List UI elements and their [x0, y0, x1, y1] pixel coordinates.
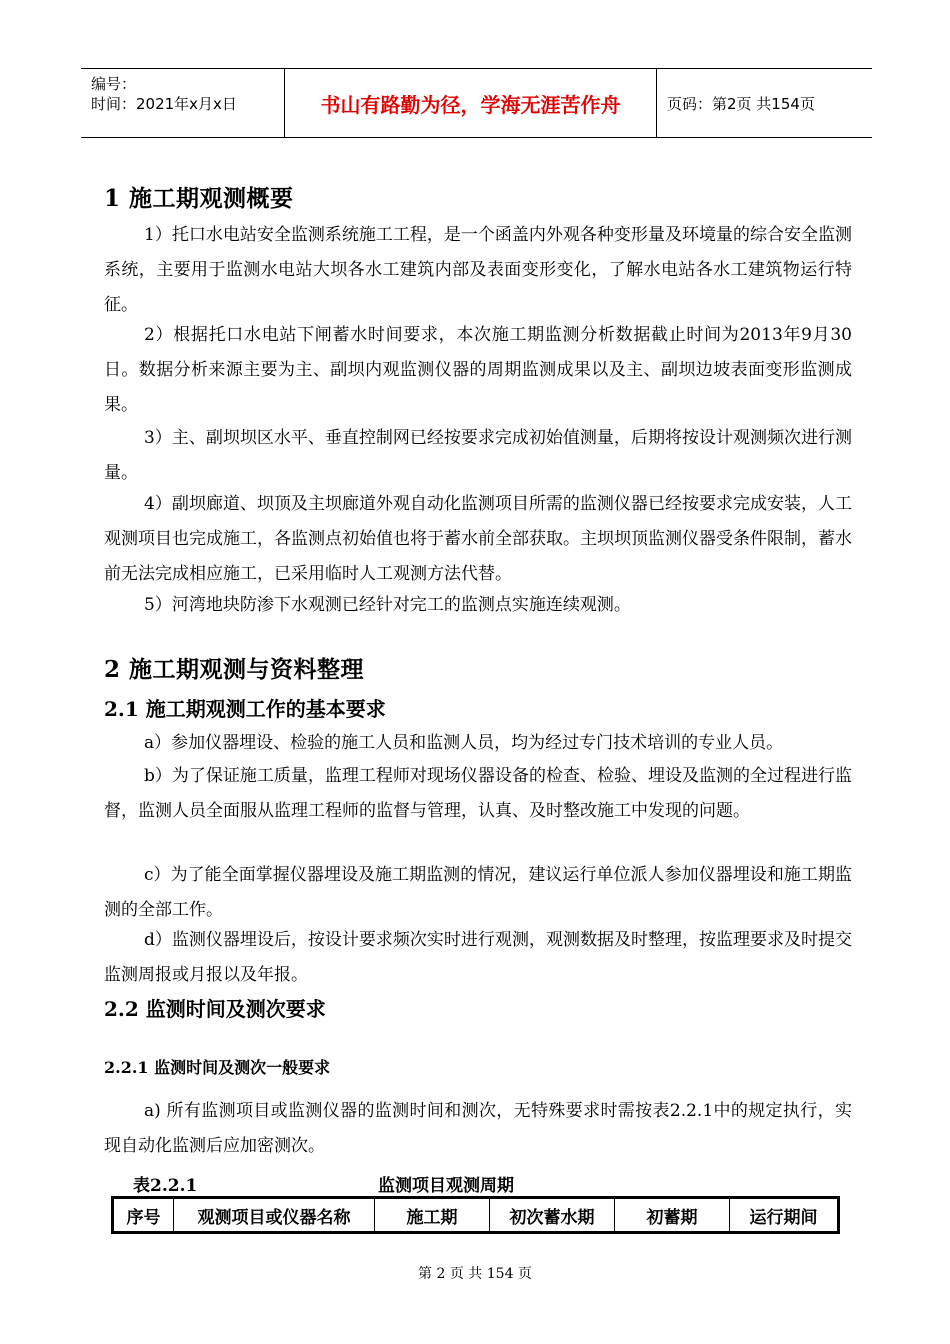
table-header-cell: 序号 — [113, 1198, 174, 1233]
header-page-cell — [657, 69, 872, 137]
table-header-row — [113, 1198, 839, 1233]
paragraph: 2）根据托口水电站下闸蓄水时间要求，本次施工期监测分析数据截止时间为2013年9月30日。数据分析来源主要为主、副坝内观监测仪器的周期监测成果以及主、副坝边坡表面变形监测成果。 — [104, 325, 852, 415]
section-2-2-title: 2.2 监测时间及测次要求 — [104, 997, 326, 1021]
paragraph: 5）河湾地块防渗下水观测已经针对完工的监测点实施连续观测。 — [144, 595, 631, 615]
paragraph: b）为了保证施工质量，监理工程师对现场仪器设备的检查、检验、埋设及监测的全过程进行监督，监测人员全面服从监理工程师的监督与管理，认真、及时整改施工中发现的问题。 — [104, 766, 852, 821]
table-number: 表2.2.1 — [133, 1176, 198, 1196]
document-number: 编号： — [91, 75, 137, 93]
page-footer: 第 2 页 共 154 页 — [418, 1266, 532, 1282]
table-caption: 监测项目观测周期 — [378, 1176, 514, 1196]
observation-period-table — [111, 1196, 840, 1234]
table-header-cell: 施工期 — [375, 1198, 490, 1233]
paragraph: d）监测仪器埋设后，按设计要求频次实时进行观测，观测数据及时整理，按监理要求及时提交监测周报或月报以及年报。 — [104, 930, 852, 985]
motto: 书山有路勤为径，学海无涯苦作舟 — [320, 93, 621, 117]
section-1-title: 1 施工期观测概要 — [104, 185, 294, 212]
table-header-cell: 初蓄期 — [615, 1198, 730, 1233]
header-page-number: 页码：第2页 共154页 — [667, 95, 815, 113]
paragraph: 4）副坝廊道、坝顶及主坝廊道外观自动化监测项目所需的监测仪器已经按要求完成安装，人工观测项目也完成施工，各监测点初始值也将于蓄水前全部获取。主坝坝顶监测仪器受条件限制，蓄水前无法完成相应施工，已采用临时人工观测方法代替。 — [104, 494, 852, 584]
paragraph: a）参加仪器埋设、检验的施工人员和监测人员，均为经过专门技术培训的专业人员。 — [144, 733, 784, 753]
paragraph: a) 所有监测项目或监测仪器的监测时间和测次，无特殊要求时需按表2.2.1中的规定执行，实现自动化监测后应加密测次。 — [104, 1101, 852, 1156]
table-header-cell: 运行期间 — [730, 1198, 839, 1233]
paragraph: 3）主、副坝坝区水平、垂直控制网已经按要求完成初始值测量，后期将按设计观测频次进行测量。 — [104, 428, 852, 483]
section-2-1-title: 2.1 施工期观测工作的基本要求 — [104, 697, 386, 721]
document-date: 时间：2021年x月x日 — [91, 95, 237, 113]
paragraph: c）为了能全面掌握仪器埋设及施工期监测的情况，建议运行单位派人参加仪器埋设和施工期监测的全部工作。 — [104, 865, 852, 920]
table-header-cell: 初次蓄水期 — [490, 1198, 615, 1233]
page-header — [81, 68, 872, 138]
header-motto-cell — [285, 69, 657, 137]
section-2-title: 2 施工期观测与资料整理 — [104, 656, 365, 683]
section-2-2-1-title: 2.2.1 监测时间及测次一般要求 — [104, 1058, 331, 1077]
paragraph: 1）托口水电站安全监测系统施工工程，是一个函盖内外观各种变形量及环境量的综合安全监测系统，主要用于监测水电站大坝各水工建筑内部及表面变形变化，了解水电站各水工建筑物运行特征。 — [104, 225, 852, 315]
header-meta-cell — [81, 69, 285, 137]
table-header-cell: 观测项目或仪器名称 — [174, 1198, 375, 1233]
